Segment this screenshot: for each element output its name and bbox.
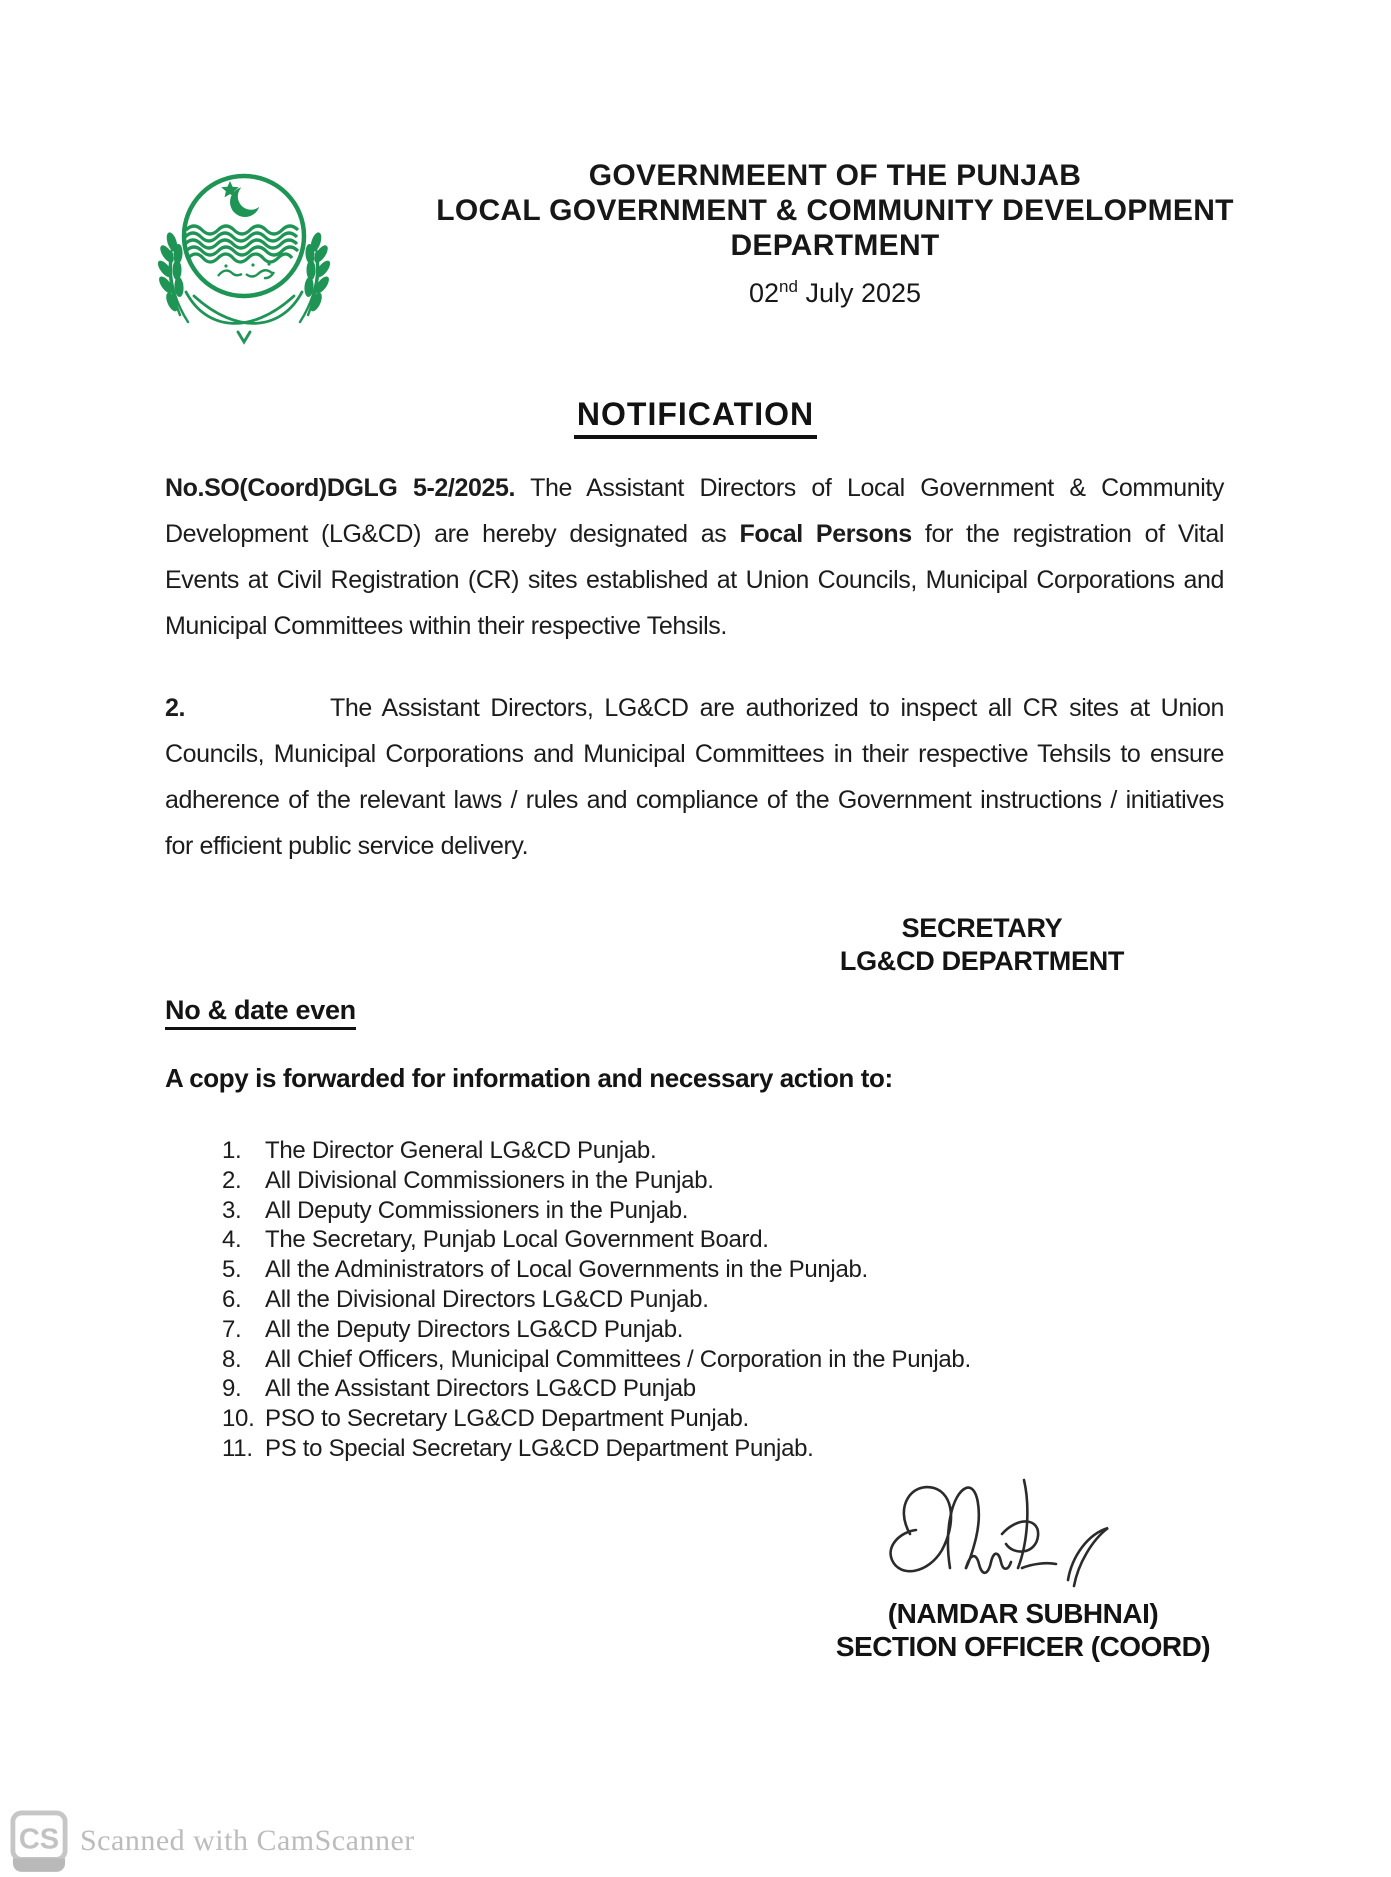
list-item <box>222 1255 1142 1285</box>
list-item-text: All the Administrators of Local Governments in the Punjab. <box>265 1256 868 1284</box>
paragraph-2: 2. The Assistant Directors, LG&CD are authorized to inspect all CR sites at Union Councils, Municipal Corporations and Municipal Committees in their respective Tehsils to ensure adherence of the relevant laws / rules and compliance of the Government instructions / initiatives for efficient public service delivery. <box>165 685 1224 869</box>
list-item-number: 8. <box>222 1345 242 1373</box>
list-item-text: The Director General LG&CD Punjab. <box>265 1137 657 1164</box>
date-ordinal-suffix: nd <box>779 277 798 296</box>
list-item-number: 10. <box>222 1405 255 1433</box>
list-item-text: All Divisional Commissioners in the Punjab. <box>265 1166 714 1194</box>
letter-date: 02nd July 2025 <box>748 277 922 308</box>
list-item-number: 3. <box>222 1196 242 1224</box>
signatory-name: (NAMDAR SUBHNAI) <box>887 1598 1159 1629</box>
list-item-text: All the Assistant Directors LG&CD Punjab <box>265 1375 696 1403</box>
distribution-intro: A copy is forwarded for information and necessary action to: <box>165 1063 893 1093</box>
paragraph-1: No.SO(Coord)DGLG 5-2/2025. The Assistant Directors of Local Government & Community Development (LG&CD) are hereby designated as Focal Persons for the registration of Vital Events at Civil Registration (CR) sites established at Union Councils, Municipal Corporations and Municipal Committees within their respective Tehsils. <box>165 474 1225 640</box>
list-item-number: 4. <box>222 1226 242 1254</box>
list-item <box>222 1136 1142 1166</box>
signatory-designation: SECTION OFFICER (COORD) <box>835 1631 1211 1662</box>
letterhead <box>400 158 1270 311</box>
list-item-text: All the Deputy Directors LG&CD Punjab. <box>265 1315 684 1343</box>
list-item-text: PS to Special Secretary LG&CD Department Punjab. <box>265 1434 814 1462</box>
notification-heading: NOTIFICATION <box>574 396 817 439</box>
list-item <box>222 1166 1142 1196</box>
distribution-list <box>222 1136 1142 1464</box>
list-item-number: 9. <box>222 1375 242 1403</box>
reference-number: No.SO(Coord)DGLG 5-2/2025. <box>165 474 516 502</box>
list-item-number: 6. <box>222 1285 242 1313</box>
letterhead-line3: DEPARTMENT <box>730 229 940 262</box>
camscanner-watermark-text: Scanned with CamScanner <box>80 1824 415 1857</box>
list-item <box>222 1434 1142 1464</box>
list-item-text: PSO to Secretary LG&CD Department Punjab. <box>265 1405 749 1433</box>
handwritten-signature <box>872 1472 1128 1608</box>
letterhead-line2: LOCAL GOVERNMENT & COMMUNITY DEVELOPMENT <box>436 194 1234 227</box>
focal-persons-bold: Focal Persons <box>739 520 912 548</box>
list-item <box>222 1315 1142 1345</box>
list-item-number: 2. <box>222 1166 242 1194</box>
signatory-secretary-dept: LG&CD DEPARTMENT <box>839 946 1125 976</box>
signature-block <box>823 1597 1223 1663</box>
list-item-text: All Chief Officers, Municipal Committees / Corporation in the Punjab. <box>265 1345 971 1373</box>
list-item <box>222 1404 1142 1434</box>
camscanner-logo-icon <box>10 1810 68 1872</box>
list-item-text: All the Divisional Directors LG&CD Punjab. <box>265 1285 709 1313</box>
letterhead-line1: GOVERNMEENT OF THE PUNJAB <box>588 159 1082 192</box>
reference-note: No & date even <box>165 995 356 1030</box>
list-item-text: All Deputy Commissioners in the Punjab. <box>265 1196 689 1224</box>
list-item-text: The Secretary, Punjab Local Government Board. <box>265 1226 769 1254</box>
list-item <box>222 1345 1142 1375</box>
list-item-number: 1. <box>222 1137 242 1164</box>
list-item-number: 5. <box>222 1256 242 1284</box>
list-item <box>222 1196 1142 1226</box>
signatory-secretary <box>832 912 1132 978</box>
svg-text:CS: CS <box>18 1823 60 1856</box>
list-item <box>222 1225 1142 1255</box>
signatory-secretary-title: SECRETARY <box>901 913 1063 943</box>
notification-heading-wrap <box>0 396 1391 439</box>
punjab-government-emblem-icon <box>122 150 366 350</box>
list-item-number: 11. <box>222 1434 253 1462</box>
list-item-number: 7. <box>222 1315 242 1343</box>
paragraph-2-number: 2. <box>165 694 186 722</box>
list-item <box>222 1285 1142 1315</box>
list-item <box>222 1374 1142 1404</box>
